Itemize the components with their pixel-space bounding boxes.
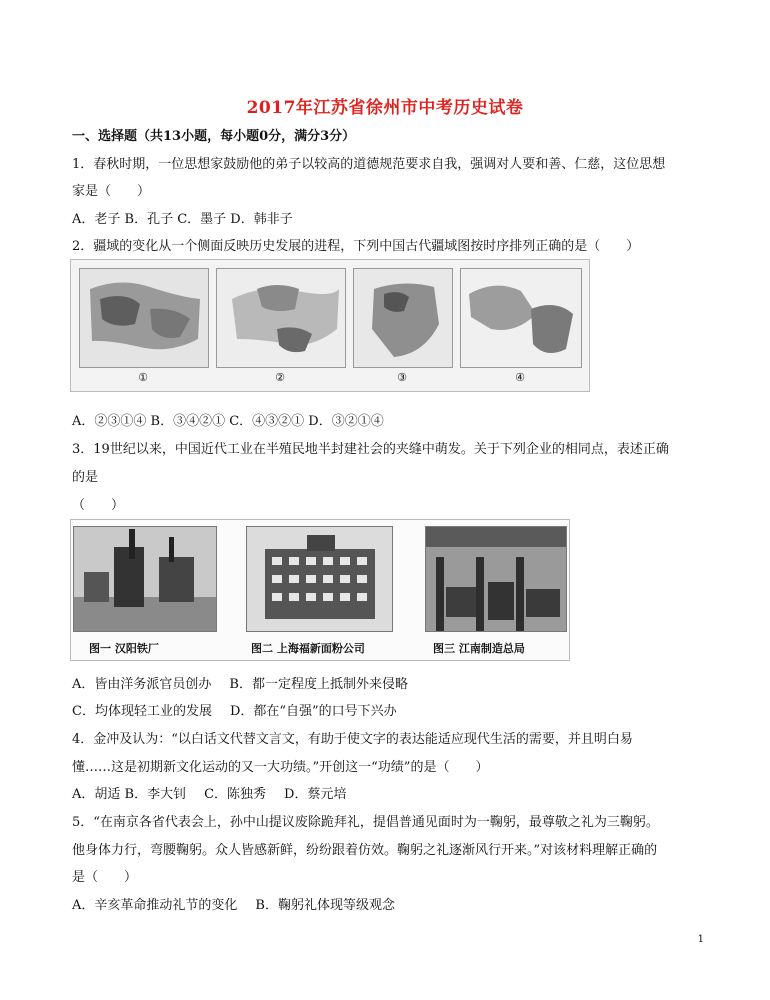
territory-maps-figure (70, 259, 590, 392)
caption-figure-3: 图三 江南制造总局 (433, 642, 525, 655)
q5-stem-line2: 他身体力行，弯腰鞠躬。众人皆感新鲜，纷纷跟着仿效。鞠躬之礼逐渐风行开来。”对该材料理解正确的 (72, 843, 658, 858)
q3-stem-line3: （ ） (72, 498, 125, 513)
q4-stem-line2: 懂……这是初期新文化运动的又一大功绩。”开创这一“功绩”的是（ ） (72, 760, 489, 775)
q5-stem-line1: 5．“在南京各省代表会上，孙中山提议废除跪拜礼，提倡普通见面时为一鞠躬，最尊敬之礼为三鞠躬。 (72, 815, 659, 830)
q3-option-c: C．均体现轻工业的发展 (72, 704, 212, 719)
q1-stem-line2: 家是（ ） (72, 184, 151, 199)
q5-options (72, 897, 712, 915)
q1-options: A．老子 B．孔子 C．墨子 D．韩非子 (72, 212, 293, 227)
page-number: 1 (697, 934, 704, 945)
q5-option-b: B．鞠躬礼体现等级观念 (255, 898, 395, 913)
page-title: 2017年江苏省徐州市中考历史试卷 (246, 98, 524, 118)
q4-option-d: D．蔡元培 (284, 787, 347, 802)
photo-jiangnan-arsenal (425, 526, 567, 632)
map-1-label: ① (138, 371, 148, 384)
q4-option-ab: A．胡适 B．李大钊 (72, 787, 187, 802)
map-1 (79, 268, 209, 368)
photo-fuxin-flour-mill (246, 526, 393, 632)
q4-stem-line1: 4．金冲及认为：“以白话文代替文言文，有助于使文字的表达能适应现代生活的需要，并且明白易 (72, 732, 633, 747)
q2-stem-line1: 2．疆域的变化从一个侧面反映历史发展的进程，下列中国古代疆域图按时序排列正确的是（ ） (72, 239, 640, 254)
map-3-label: ③ (397, 371, 407, 384)
q2-options: A．②③①④ B．③④②① C．④③②① D．③②①④ (72, 414, 384, 429)
factory-photos-figure (70, 519, 570, 661)
q3-option-a: A．皆由洋务派官员创办 (72, 677, 212, 692)
q3-option-b: B．都一定程度上抵制外来侵略 (229, 677, 408, 692)
caption-figure-2: 图二 上海福新面粉公司 (251, 642, 365, 655)
q5-option-a: A．辛亥革命推动礼节的变化 (72, 898, 238, 913)
map-3 (353, 268, 453, 368)
map-4-label: ④ (515, 371, 525, 384)
q5-stem-line3: 是（ ） (72, 870, 138, 885)
q3-stem-line2: 的是 (72, 470, 99, 485)
q3-option-d: D．都在“自强”的口号下兴办 (229, 704, 397, 719)
map-4 (460, 268, 582, 368)
q3-options-ab (72, 676, 712, 694)
section-heading: 一、选择题（共13小题，每小题0分，满分3分） (72, 129, 356, 144)
q4-option-c: C．陈独秀 (204, 787, 267, 802)
q3-options-cd (72, 703, 712, 721)
q3-stem-line1: 3．19世纪以来，中国近代工业在半殖民地半封建社会的夹缝中萌发。关于下列企业的相同点，表述正确 (72, 442, 669, 457)
map-2-label: ② (275, 371, 285, 384)
photo-hanyang-ironworks (73, 526, 217, 632)
map-2 (216, 268, 346, 368)
q4-options (72, 786, 712, 804)
caption-figure-1: 图一 汉阳铁厂 (89, 642, 159, 655)
q1-stem-line1: 1．春秋时期，一位思想家鼓励他的弟子以较高的道德规范要求自我，强调对人要和善、仁慈，这位思想 (72, 157, 666, 172)
